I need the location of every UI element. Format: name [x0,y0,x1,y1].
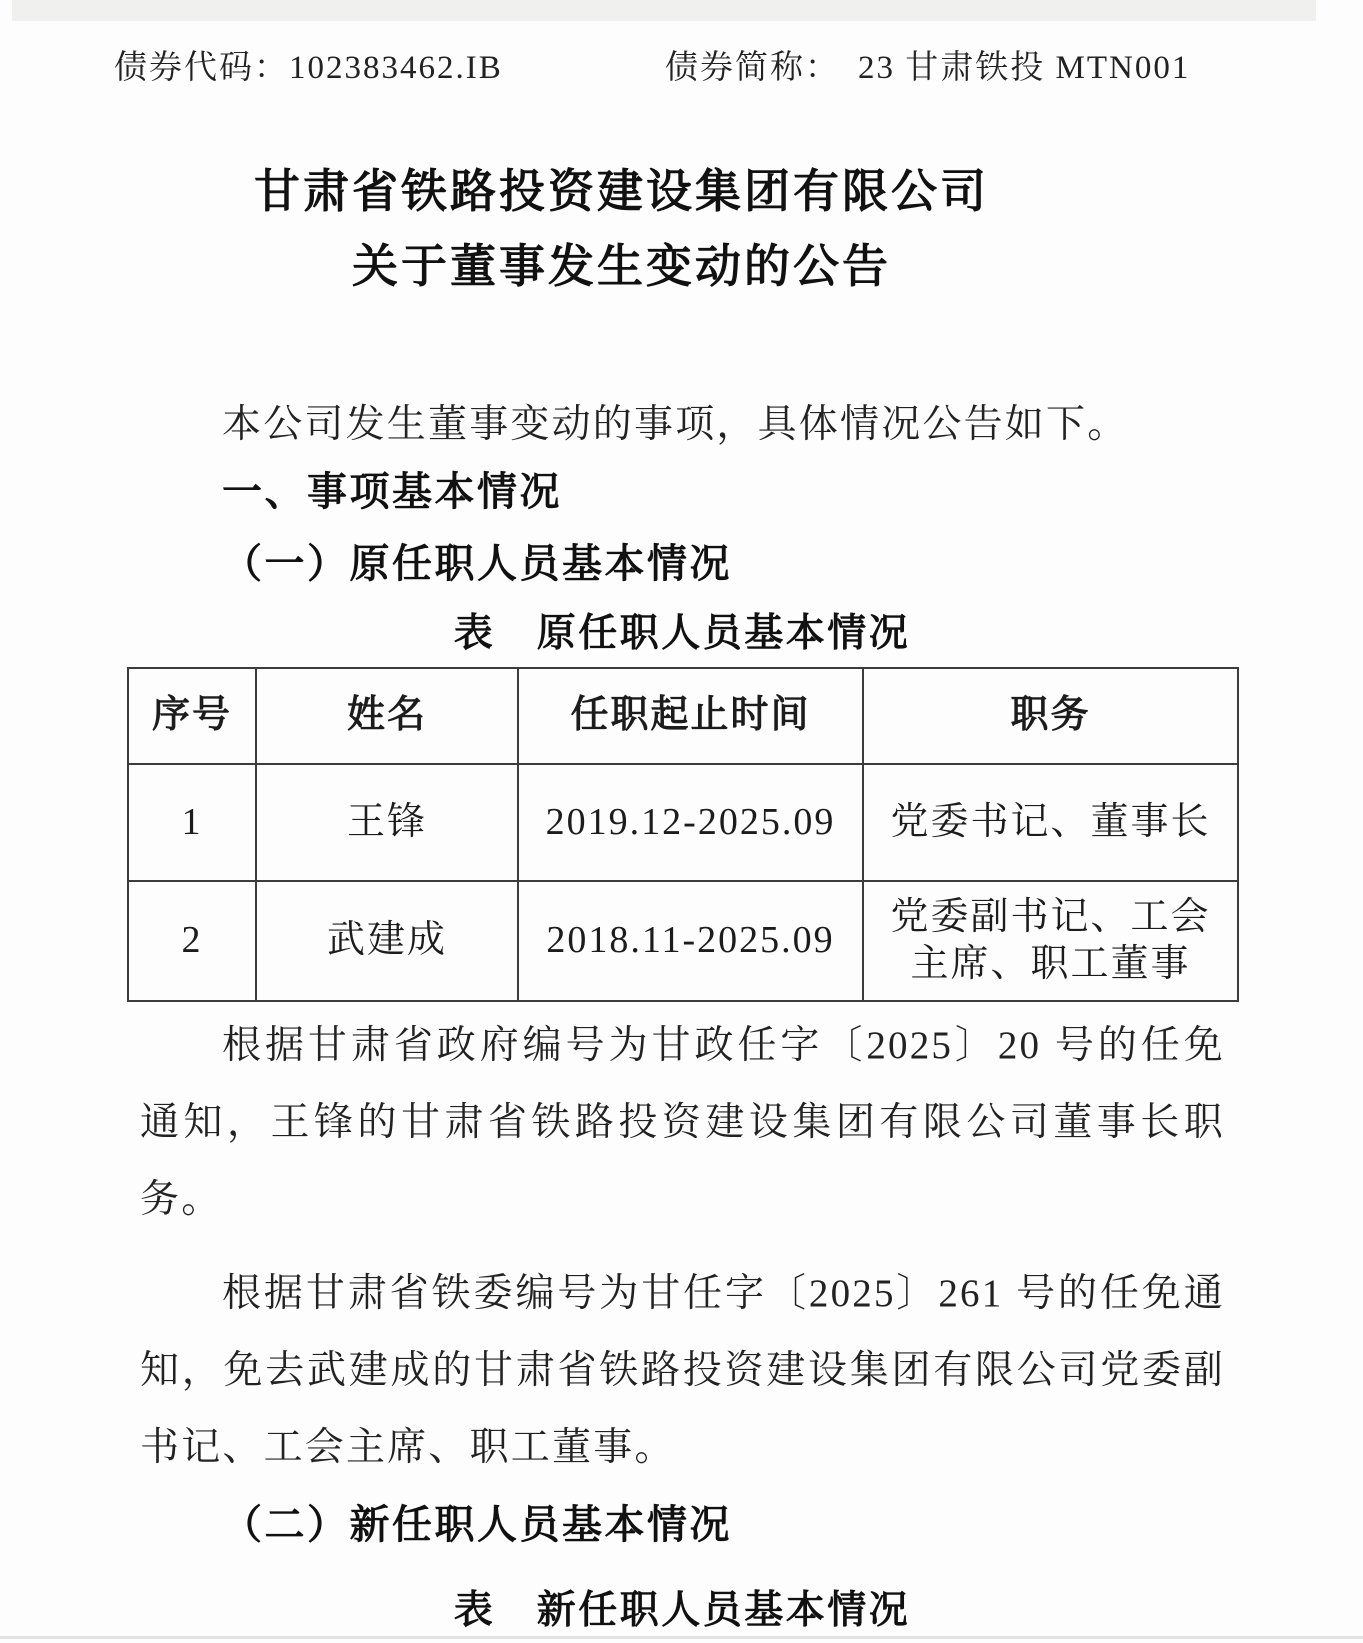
section1-heading: 一、事项基本情况 [222,470,562,514]
table-row [128,881,1238,1001]
table2-caption: 表 新任职人员基本情况 [453,1589,911,1632]
cell-position: 党委副书记、工会主席、职工董事 [863,881,1238,1001]
bond-code [114,41,503,88]
scrollbar-track[interactable] [1286,0,1308,1643]
paragraph-wangfeng: 根据甘肃省政府编号为甘政任字〔2025〕20 号的任免通知，王锋的甘肃省铁路投资建设集团有限公司董事长职务。 [140,1024,1225,1221]
bond-abbr-value: 23 甘肃铁投 MTN001 [858,50,1191,86]
header-cell-term: 任职起止时间 [518,668,863,764]
cell-name: 王锋 [256,764,518,881]
paragraph-wujiancheng: 根据甘肃省铁委编号为甘任字〔2025〕261 号的任免通知，免去武建成的甘肃省铁路投资建设集团有限公司党委副书记、工会主席、职工董事。 [140,1272,1225,1469]
table1-caption: 表 原任职人员基本情况 [453,612,911,655]
page-top-strip [12,0,1316,21]
bottom-divider [0,1636,1363,1639]
cell-position: 党委书记、董事长 [863,764,1238,881]
former-personnel-table [127,667,1239,1002]
table-header-row [128,668,1238,764]
bond-abbr-label: 债券简称： [665,50,840,86]
bond-code-value: 102383462.IB [289,50,503,86]
subsection1-heading: （一）原任职人员基本情况 [222,542,732,586]
header-cell-name: 姓名 [256,668,518,764]
doc-title-line1: 甘肃省铁路投资建设集团有限公司 [254,165,989,217]
bond-code-label: 债券代码： [114,50,289,86]
header-cell-index: 序号 [128,668,256,764]
cell-term: 2019.12-2025.09 [518,764,863,881]
doc-title-line2: 关于董事发生变动的公告 [352,240,891,292]
header-cell-position: 职务 [863,668,1238,764]
cell-name: 武建成 [256,881,518,1001]
intro-paragraph: 本公司发生董事变动的事项，具体情况公告如下。 [222,403,1129,446]
table-row [128,764,1238,881]
subsection2-heading: （二）新任职人员基本情况 [222,1503,732,1547]
cell-term: 2018.11-2025.09 [518,881,863,1001]
cell-index: 2 [128,881,256,1001]
cell-index: 1 [128,764,256,881]
